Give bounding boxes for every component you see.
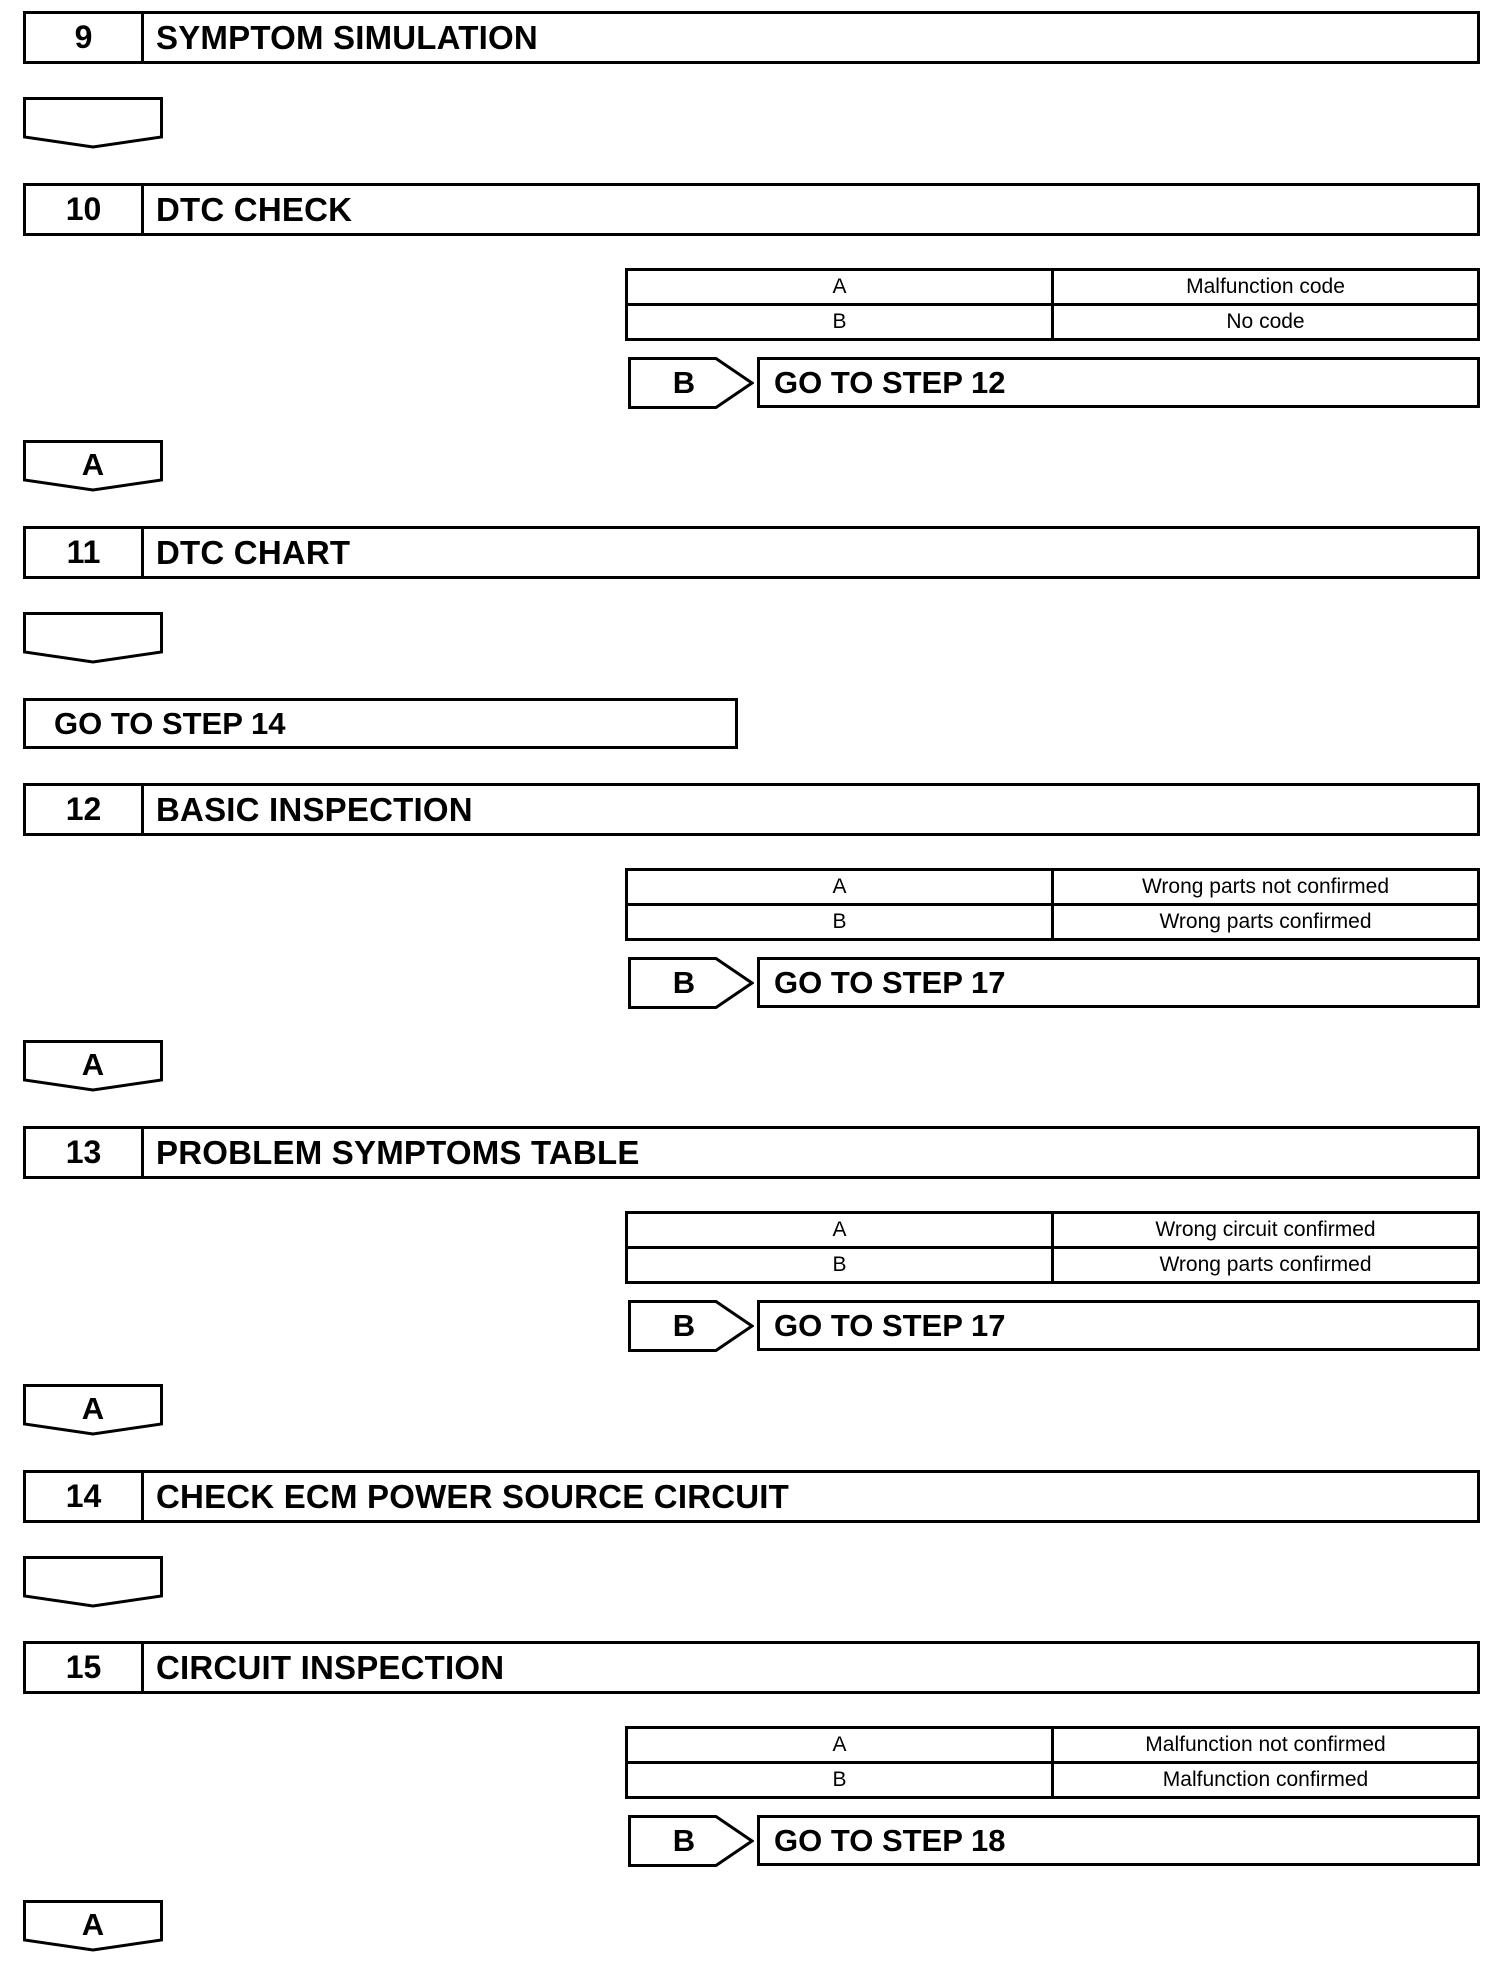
step-number: 11 — [26, 529, 144, 576]
branch-label: B — [672, 365, 696, 400]
step-title: DTC CHART — [156, 533, 351, 571]
result-description: Wrong parts confirmed — [1053, 1248, 1479, 1283]
branch-a-arrow — [23, 1040, 163, 1092]
down-arrow-icon — [23, 612, 163, 664]
branch-a-arrow — [23, 440, 163, 492]
table-row — [627, 305, 1479, 340]
result-code: B — [627, 305, 1053, 340]
branch-b-arrow — [628, 1300, 754, 1352]
step-number: 14 — [26, 1473, 144, 1520]
goto-step-link[interactable]: GO TO STEP 14 — [23, 698, 738, 749]
branch-b-arrow — [628, 957, 754, 1009]
step-title: BASIC INSPECTION — [156, 790, 473, 828]
table-row — [627, 1213, 1479, 1248]
result-table — [625, 1211, 1480, 1284]
branch-label: B — [672, 965, 696, 1000]
table-row — [627, 1248, 1479, 1283]
branch-label: A — [81, 1907, 105, 1942]
step-12-header — [23, 783, 1480, 836]
step-15-header — [23, 1641, 1480, 1694]
result-table — [625, 268, 1480, 341]
goto-step-link[interactable]: GO TO STEP 17 — [757, 957, 1480, 1008]
table-row — [627, 905, 1479, 940]
step-number: 13 — [26, 1129, 144, 1176]
table-row — [627, 870, 1479, 905]
result-description: Wrong parts not confirmed — [1053, 870, 1479, 905]
step-9-header — [23, 11, 1480, 64]
goto-step-link[interactable]: GO TO STEP 18 — [757, 1815, 1480, 1866]
goto-step-link[interactable]: GO TO STEP 12 — [757, 357, 1480, 408]
result-description: No code — [1053, 305, 1479, 340]
branch-label: A — [81, 447, 105, 482]
table-row — [627, 1728, 1479, 1763]
branch-label: B — [672, 1308, 696, 1343]
down-arrow-icon — [23, 1556, 163, 1608]
result-code: A — [627, 1213, 1053, 1248]
step-number: 15 — [26, 1644, 144, 1691]
branch-label: A — [81, 1391, 105, 1426]
result-code: A — [627, 1728, 1053, 1763]
branch-b-arrow — [628, 1815, 754, 1867]
step-11-header — [23, 526, 1480, 579]
result-description: Malfunction code — [1053, 270, 1479, 305]
branch-b-arrow — [628, 357, 754, 409]
step-title: CIRCUIT INSPECTION — [156, 1648, 505, 1686]
branch-label: B — [672, 1823, 696, 1858]
result-description: Malfunction not confirmed — [1053, 1728, 1479, 1763]
table-row — [627, 1763, 1479, 1798]
result-code: B — [627, 1763, 1053, 1798]
result-code: A — [627, 270, 1053, 305]
step-number: 9 — [26, 14, 144, 61]
result-table — [625, 868, 1480, 941]
step-14-header — [23, 1470, 1480, 1523]
branch-a-arrow — [23, 1384, 163, 1436]
step-number: 10 — [26, 186, 144, 233]
result-description: Malfunction confirmed — [1053, 1763, 1479, 1798]
step-title: SYMPTOM SIMULATION — [156, 18, 538, 56]
step-13-header — [23, 1126, 1480, 1179]
step-title: PROBLEM SYMPTOMS TABLE — [156, 1133, 640, 1171]
table-row — [627, 270, 1479, 305]
goto-step-link[interactable]: GO TO STEP 17 — [757, 1300, 1480, 1351]
step-10-header — [23, 183, 1480, 236]
down-arrow-icon — [23, 97, 163, 149]
step-title: DTC CHECK — [156, 190, 353, 228]
result-description: Wrong parts confirmed — [1053, 905, 1479, 940]
result-description: Wrong circuit confirmed — [1053, 1213, 1479, 1248]
step-title: CHECK ECM POWER SOURCE CIRCUIT — [156, 1477, 790, 1515]
result-code: B — [627, 1248, 1053, 1283]
branch-a-arrow — [23, 1900, 163, 1952]
result-table — [625, 1726, 1480, 1799]
result-code: A — [627, 870, 1053, 905]
step-number: 12 — [26, 786, 144, 833]
result-code: B — [627, 905, 1053, 940]
branch-label: A — [81, 1047, 105, 1082]
